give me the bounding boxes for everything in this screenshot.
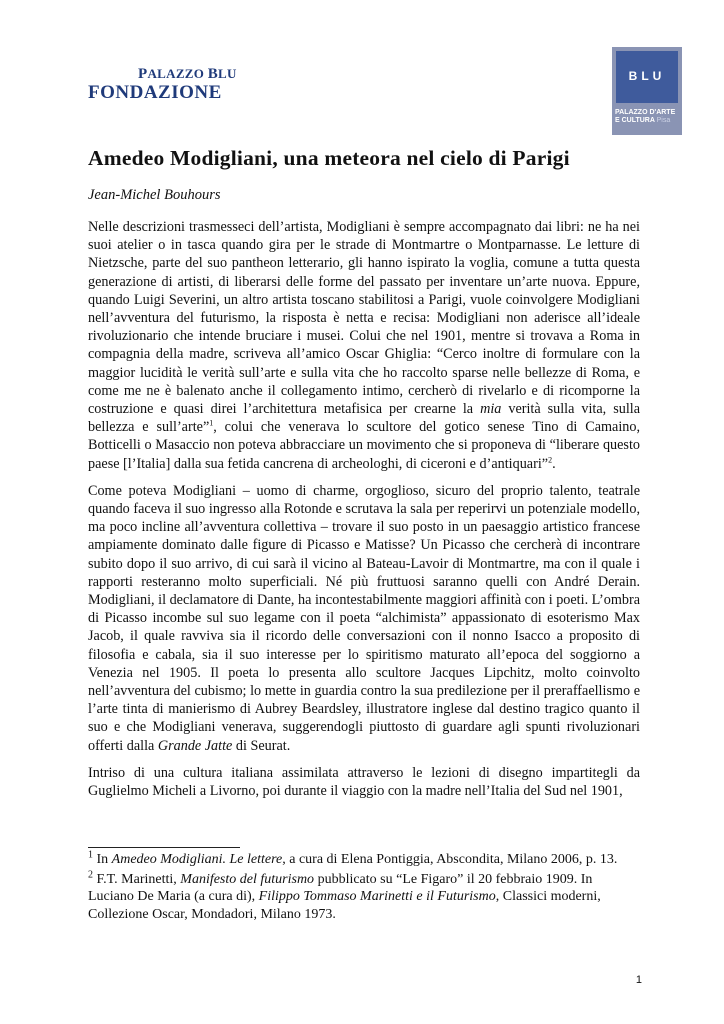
article — [88, 144, 640, 800]
article-author: Jean-Michel Bouhours — [88, 187, 221, 203]
footnote-divider — [88, 847, 240, 848]
logo-square — [616, 51, 678, 103]
footnote-ref-2[interactable]: 2 — [548, 454, 553, 464]
footnote-1: $^1$ In Amedeo Modigliani. Le lettere, a cura di Elena Pontiggia, Abscondita, Milano 2006, p. 13. — [88, 849, 618, 867]
paragraph-1: Nelle descrizioni trasmesseci dell’artista, Modigliani è sempre accompagnato dai libri: ne ha nei suoi atelier o in tasca quando gira per le strade di Montmartre o Montparnasse. Le letture di Nietzsche, parte del suo pantheon letterario, gli hanno ispirato la voglia, comune a tutta questa generazione di artisti, di liberarsi delle forme del passato per inventare un’arte nuova. Eppure, quando Luigi Severini, un altro artista toscano stabilitosi a Parigi, vuole coinvolgere Modigliani nell’avventura del futurismo, la risposta è netta e recisa: Modigliani non aderisce all’ideale rivoluzionario che intende bruciare i musei. Colui che nel 1901, mentre si trovava a Roma in compagnia della madre, scriveva all’amico Oscar Ghiglia: “Cerco inoltre di formulare con la maggior lucidità le verità sull’arte e sulla vita che ho raccolto sparse nelle bellezze di Roma, e come me ne è balenato anche il collegamento intimo, cercherò di rivelarlo e di ricomporne la costruzione e quasi direi l’architettura metafisica per crearne la mia verità sulla vita, sulla bellezza e sull’arte”$^1$, colui che venerava lo scultore del gotico senese Tino di Camaino, Botticelli o Masaccio non poteva abbracciare un movimento che si proponeva di “liberare questo paese [l’Italia] dalla sua fetida cancrena di archeologhi, di ciceroni e d’antiquari”$^2$. — [88, 219, 640, 472]
logo-caption: PALAZZO D'ARTE E CULTURA Pisa — [615, 109, 676, 124]
palazzo-blu-logo — [612, 47, 682, 135]
paragraph-3: Intriso di una cultura italiana assimilata attraverso le lezioni di disegno impartitegli da Guglielmo Micheli a Livorno, poi durante il viaggio con la madre nell’Italia del Sud nel 1901, — [88, 764, 640, 800]
article-title: Amedeo Modigliani, una meteora nel cielo di Parigi — [88, 146, 570, 170]
logo-fondazione: FONDAZIONE — [88, 82, 222, 103]
footnote-2: $^2$ F.T. Marinetti, Manifesto del futurismo pubblicato su “Le Figaro” il 20 febbraio 1909. In Luciano De Maria (a cura di), Filippo Tommaso Marinetti e il Futurismo, Classici moderni, Collezione Oscar, Mondadori, Milano 1973. — [88, 868, 601, 922]
fondazione-logo — [88, 66, 238, 104]
page-number: 1 — [635, 974, 642, 986]
logo-palazzo-blu: PALAZZO BLU — [138, 66, 237, 82]
footnotes — [88, 851, 640, 925]
logo-blu-letters: BLU — [628, 69, 666, 83]
footnote-ref-1[interactable]: 1 — [209, 418, 214, 428]
paragraph-2: Come poteva Modigliani – uomo di charme, orgoglioso, sicuro del proprio talento, teatrale quando faceva il suo ingresso alla Rotonde e scrutava la sala per reperirvi un potenziale modello, ma poco incline all’avventura collettiva – trovare il suo posto in un paesaggio artistico francese ampiamente dominato dalle figure di Picasso e Matisse? Un Picasso che cercherà di incontrare subito dopo il suo arrivo, di cui sarà il vicino al Bateau-Lavoir di Montmartre, ma con il quale i rapporti resteranno molto superficiali. Né più fruttuosi saranno quelli con André Derain. Modigliani, il declamatore di Dante, ha incontestabilmente maggiori affinità con i poeti. L’ombra di Picasso incombe sul suo legame con il poeta “alchimista” appassionato di esoterismo Max Jacob, il quale ravviva sia il ricordo delle conversazioni con il nonno Isacco a proposito di filosofia e cabala, sia il suo interesse per lo spiritismo maturato all’epoca del soggiorno a Venezia nel 1905. Il poeta lo presenta allo scultore Jacques Lipchitz, molto coinvolto nell’avventura del cubismo; lo mette in guardia contro la sua predilezione per il preraffaellismo e l’arte tinta di manierismo di Aubrey Beardsley, illustratore inglese dal destino tragico quanto il suo e che Modigliani venerava, suggerendogli piuttosto di guardare agli spunti rivoluzionari offerti dalla Grande Jatte di Seurat. — [88, 482, 640, 754]
